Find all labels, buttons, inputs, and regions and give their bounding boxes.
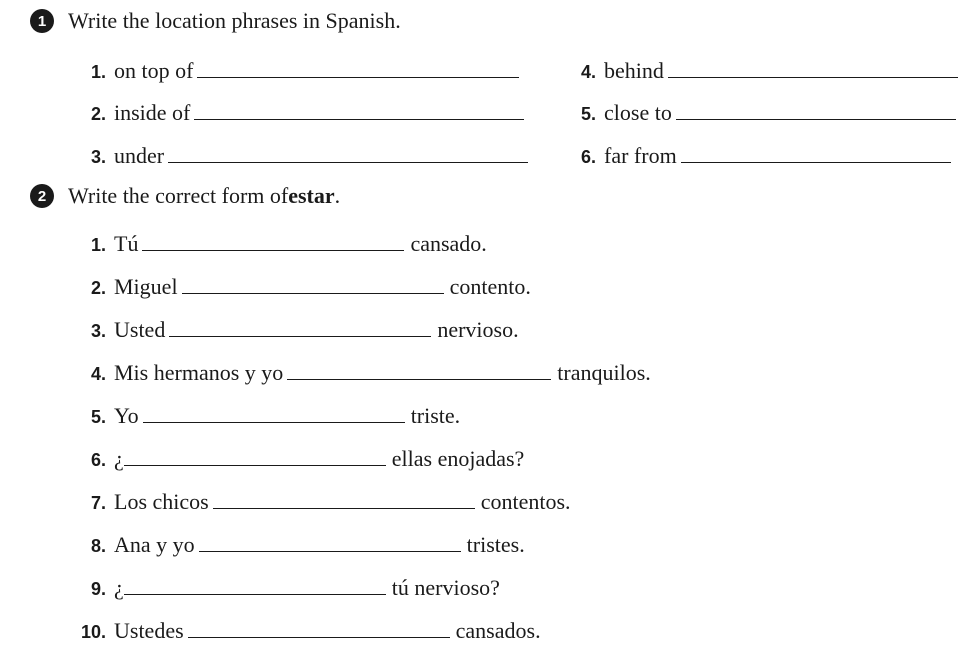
answer-blank[interactable] bbox=[681, 161, 951, 163]
location-item-4 bbox=[560, 58, 958, 84]
item-number: 3. bbox=[90, 147, 106, 167]
section-2-title-verb: estar bbox=[288, 183, 335, 208]
item-adjective: cansados. bbox=[455, 618, 541, 643]
item-number: 4. bbox=[90, 364, 106, 384]
answer-blank[interactable] bbox=[287, 378, 551, 380]
answer-blank[interactable] bbox=[676, 118, 956, 120]
item-adjective: contento. bbox=[449, 274, 531, 299]
estar-item-6 bbox=[70, 446, 524, 472]
item-adjective: tú nervioso? bbox=[391, 575, 500, 600]
estar-item-4 bbox=[70, 360, 651, 386]
estar-item-5 bbox=[70, 403, 460, 429]
item-adjective: cansado. bbox=[410, 231, 487, 256]
location-item-1 bbox=[70, 58, 519, 84]
location-item-3 bbox=[70, 143, 528, 169]
location-item-5 bbox=[560, 100, 956, 126]
item-number: 10. bbox=[80, 622, 106, 642]
item-subject: Usted bbox=[114, 317, 166, 342]
item-number: 2. bbox=[90, 104, 106, 124]
section-2-title-suffix: . bbox=[334, 183, 341, 208]
answer-blank[interactable] bbox=[142, 249, 404, 251]
answer-blank[interactable] bbox=[197, 76, 519, 78]
item-adjective: tristes. bbox=[466, 532, 525, 557]
estar-item-7 bbox=[70, 489, 571, 515]
estar-item-1 bbox=[70, 231, 487, 257]
estar-item-3 bbox=[70, 317, 519, 343]
item-adjective: triste. bbox=[410, 403, 461, 428]
item-number: 8. bbox=[90, 536, 106, 556]
estar-item-10 bbox=[70, 618, 541, 644]
answer-blank[interactable] bbox=[668, 76, 958, 78]
location-item-2 bbox=[70, 100, 524, 126]
item-adjective: nervioso. bbox=[437, 317, 519, 342]
item-number: 1. bbox=[90, 235, 106, 255]
item-adjective: contentos. bbox=[480, 489, 571, 514]
answer-blank[interactable] bbox=[188, 636, 450, 638]
location-item-6 bbox=[560, 143, 951, 169]
item-subject: Mis hermanos y yo bbox=[114, 360, 284, 385]
answer-blank[interactable] bbox=[169, 335, 431, 337]
item-number: 6. bbox=[90, 450, 106, 470]
item-prompt: far from bbox=[604, 143, 677, 168]
item-subject: Yo bbox=[114, 403, 139, 428]
item-number: 6. bbox=[580, 147, 596, 167]
item-prompt: behind bbox=[604, 58, 664, 83]
item-subject: Miguel bbox=[114, 274, 178, 299]
item-prompt: on top of bbox=[114, 58, 194, 83]
item-subject: Tú bbox=[114, 231, 139, 256]
item-number: 5. bbox=[90, 407, 106, 427]
item-prompt: close to bbox=[604, 100, 672, 125]
section-2-heading bbox=[30, 183, 340, 209]
answer-blank[interactable] bbox=[143, 421, 405, 423]
item-number: 1. bbox=[90, 62, 106, 82]
item-subject: ¿ bbox=[114, 446, 124, 471]
item-prompt: inside of bbox=[114, 100, 191, 125]
item-prompt: under bbox=[114, 143, 165, 168]
item-number: 7. bbox=[90, 493, 106, 513]
estar-item-9 bbox=[70, 575, 500, 601]
item-number: 9. bbox=[90, 579, 106, 599]
answer-blank[interactable] bbox=[124, 593, 386, 595]
answer-blank[interactable] bbox=[124, 464, 386, 466]
answer-blank[interactable] bbox=[194, 118, 524, 120]
section-1-title: Write the location phrases in Spanish. bbox=[68, 8, 401, 33]
item-number: 5. bbox=[580, 104, 596, 124]
answer-blank[interactable] bbox=[213, 507, 475, 509]
answer-blank[interactable] bbox=[182, 292, 444, 294]
estar-item-8 bbox=[70, 532, 525, 558]
section-2-title-prefix: Write the correct form of bbox=[68, 183, 289, 208]
item-adjective: ellas enojadas? bbox=[391, 446, 525, 471]
item-number: 2. bbox=[90, 278, 106, 298]
section-1-heading bbox=[30, 8, 401, 34]
item-adjective: tranquilos. bbox=[557, 360, 651, 385]
answer-blank[interactable] bbox=[199, 550, 461, 552]
answer-blank[interactable] bbox=[168, 161, 528, 163]
item-subject: Ustedes bbox=[114, 618, 184, 643]
item-number: 4. bbox=[580, 62, 596, 82]
item-number: 3. bbox=[90, 321, 106, 341]
item-subject: Los chicos bbox=[114, 489, 209, 514]
estar-item-2 bbox=[70, 274, 531, 300]
item-subject: Ana y yo bbox=[114, 532, 195, 557]
section-1-number-badge: 1 bbox=[30, 9, 54, 33]
item-subject: ¿ bbox=[114, 575, 124, 600]
section-2-number-badge: 2 bbox=[30, 184, 54, 208]
